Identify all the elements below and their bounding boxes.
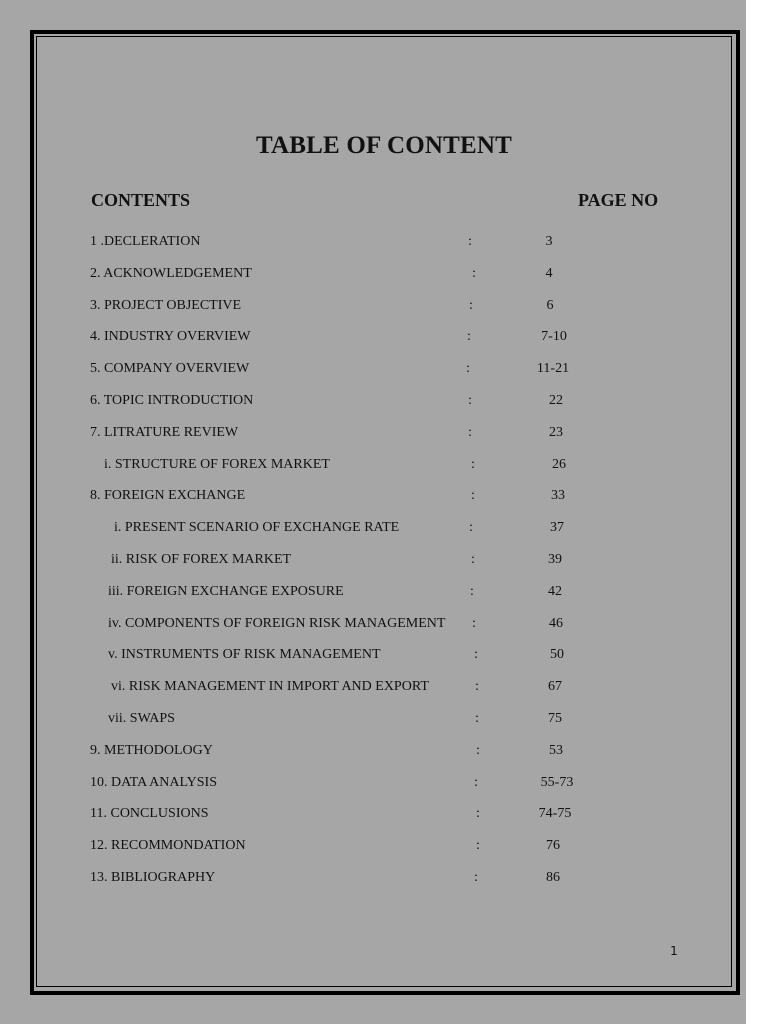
toc-row (0, 803, 768, 825)
toc-entry-page: 50 (550, 647, 564, 663)
toc-separator: : (468, 234, 472, 249)
toc-row (0, 581, 768, 603)
toc-separator: : (466, 361, 470, 377)
toc-entry-label: 7. LITRATURE REVIEW (90, 424, 239, 440)
toc-row (0, 390, 768, 412)
toc-row (0, 358, 768, 380)
toc-entry-page: 46 (549, 615, 563, 631)
toc-entry-label: 3. PROJECT OBJECTIVE (90, 297, 242, 313)
toc-row (0, 295, 768, 317)
toc-row (0, 517, 768, 539)
toc-row (0, 485, 768, 507)
toc-row (0, 613, 768, 635)
toc-separator: : (467, 329, 471, 345)
toc-entry-label: v. INSTRUMENTS OF RISK MANAGEMENT (108, 647, 381, 663)
page-title: TABLE OF CONTENT (255, 132, 513, 159)
toc-entry-page: 75 (548, 711, 562, 726)
toc-entry-page: 7-10 (541, 329, 567, 345)
toc-row (0, 835, 768, 857)
toc-separator: : (468, 393, 472, 408)
contents-heading: CONTENTS (91, 190, 191, 210)
toc-entry-label: iv. COMPONENTS OF FOREIGN RISK MANAGEMENT (108, 615, 446, 631)
toc-entry-page: 55-73 (540, 774, 574, 790)
toc-separator: : (469, 520, 473, 536)
toc-entry-label: i. PRESENT SCENARIO OF EXCHANGE RATE (114, 520, 400, 536)
toc-separator: : (474, 870, 478, 885)
toc-separator: : (476, 742, 480, 758)
toc-entry-page: 86 (546, 870, 560, 885)
toc-entry-page: 23 (549, 424, 563, 440)
toc-entry-label: vi. RISK MANAGEMENT IN IMPORT AND EXPORT (111, 679, 429, 695)
toc-entry-page: 76 (546, 838, 560, 854)
toc-entry-label: 11. CONCLUSIONS (90, 806, 209, 822)
toc-row (0, 772, 768, 794)
toc-entry-page: 39 (548, 552, 562, 567)
toc-entry-page: 42 (548, 583, 562, 599)
toc-entry-label: 12. RECOMMONDATION (90, 838, 246, 854)
footer-page-number: 1 (670, 944, 678, 958)
toc-entry-page: 74-75 (538, 806, 572, 822)
toc-entry-page: 37 (550, 520, 564, 536)
toc-entry-label: 1 .DECLERATION (90, 234, 201, 249)
toc-entry-page: 4 (545, 265, 553, 281)
toc-entry-label: ii. RISK OF FOREX MARKET (111, 552, 292, 567)
toc-separator: : (472, 615, 476, 631)
toc-separator: : (476, 838, 480, 854)
toc-row (0, 549, 768, 571)
toc-separator: : (474, 647, 478, 663)
page-no-heading: PAGE NO (578, 190, 659, 210)
toc-row (0, 708, 768, 730)
toc-row (0, 740, 768, 762)
toc-entry-label: 10. DATA ANALYSIS (90, 774, 217, 790)
toc-entry-page: 6 (546, 297, 554, 313)
toc-entry-page: 67 (548, 679, 562, 695)
toc-row (0, 454, 768, 476)
toc-separator: : (475, 711, 479, 726)
toc-entry-page: 33 (551, 488, 565, 504)
toc-entry-page: 22 (549, 393, 563, 408)
toc-separator: : (471, 456, 475, 472)
toc-separator: : (474, 774, 478, 790)
toc-entry-page: 3 (545, 234, 553, 249)
toc-entry-label: 8. FOREIGN EXCHANGE (90, 488, 246, 504)
toc-separator: : (476, 806, 480, 822)
toc-separator: : (471, 552, 475, 567)
toc-entry-label: 9. METHODOLOGY (90, 742, 213, 758)
toc-entry-label: 13. BIBLIOGRAPHY (90, 870, 216, 885)
toc-entry-label: 4. INDUSTRY OVERVIEW (90, 329, 251, 345)
toc-row (0, 231, 768, 253)
toc-separator: : (469, 297, 473, 313)
toc-separator: : (475, 679, 479, 695)
toc-row (0, 422, 768, 444)
toc-entry-label: 6. TOPIC INTRODUCTION (90, 393, 254, 408)
toc-entry-label: i. STRUCTURE OF FOREX MARKET (104, 456, 330, 472)
toc-separator: : (472, 265, 476, 281)
toc-entry-page: 11-21 (536, 361, 570, 377)
toc-separator: : (468, 424, 472, 440)
toc-row (0, 867, 768, 889)
toc-row (0, 644, 768, 666)
toc-entry-label: iii. FOREIGN EXCHANGE EXPOSURE (108, 583, 344, 599)
toc-separator: : (470, 583, 474, 599)
toc-entry-page: 53 (549, 742, 563, 758)
toc-entry-label: 2. ACKNOWLEDGEMENT (90, 265, 252, 281)
toc-row (0, 676, 768, 698)
toc-entry-label: vii. SWAPS (108, 711, 175, 726)
toc-entry-label: 5. COMPANY OVERVIEW (90, 361, 250, 377)
toc-entry-page: 26 (552, 456, 566, 472)
toc-row (0, 326, 768, 348)
toc-row (0, 263, 768, 285)
toc-separator: : (471, 488, 475, 504)
